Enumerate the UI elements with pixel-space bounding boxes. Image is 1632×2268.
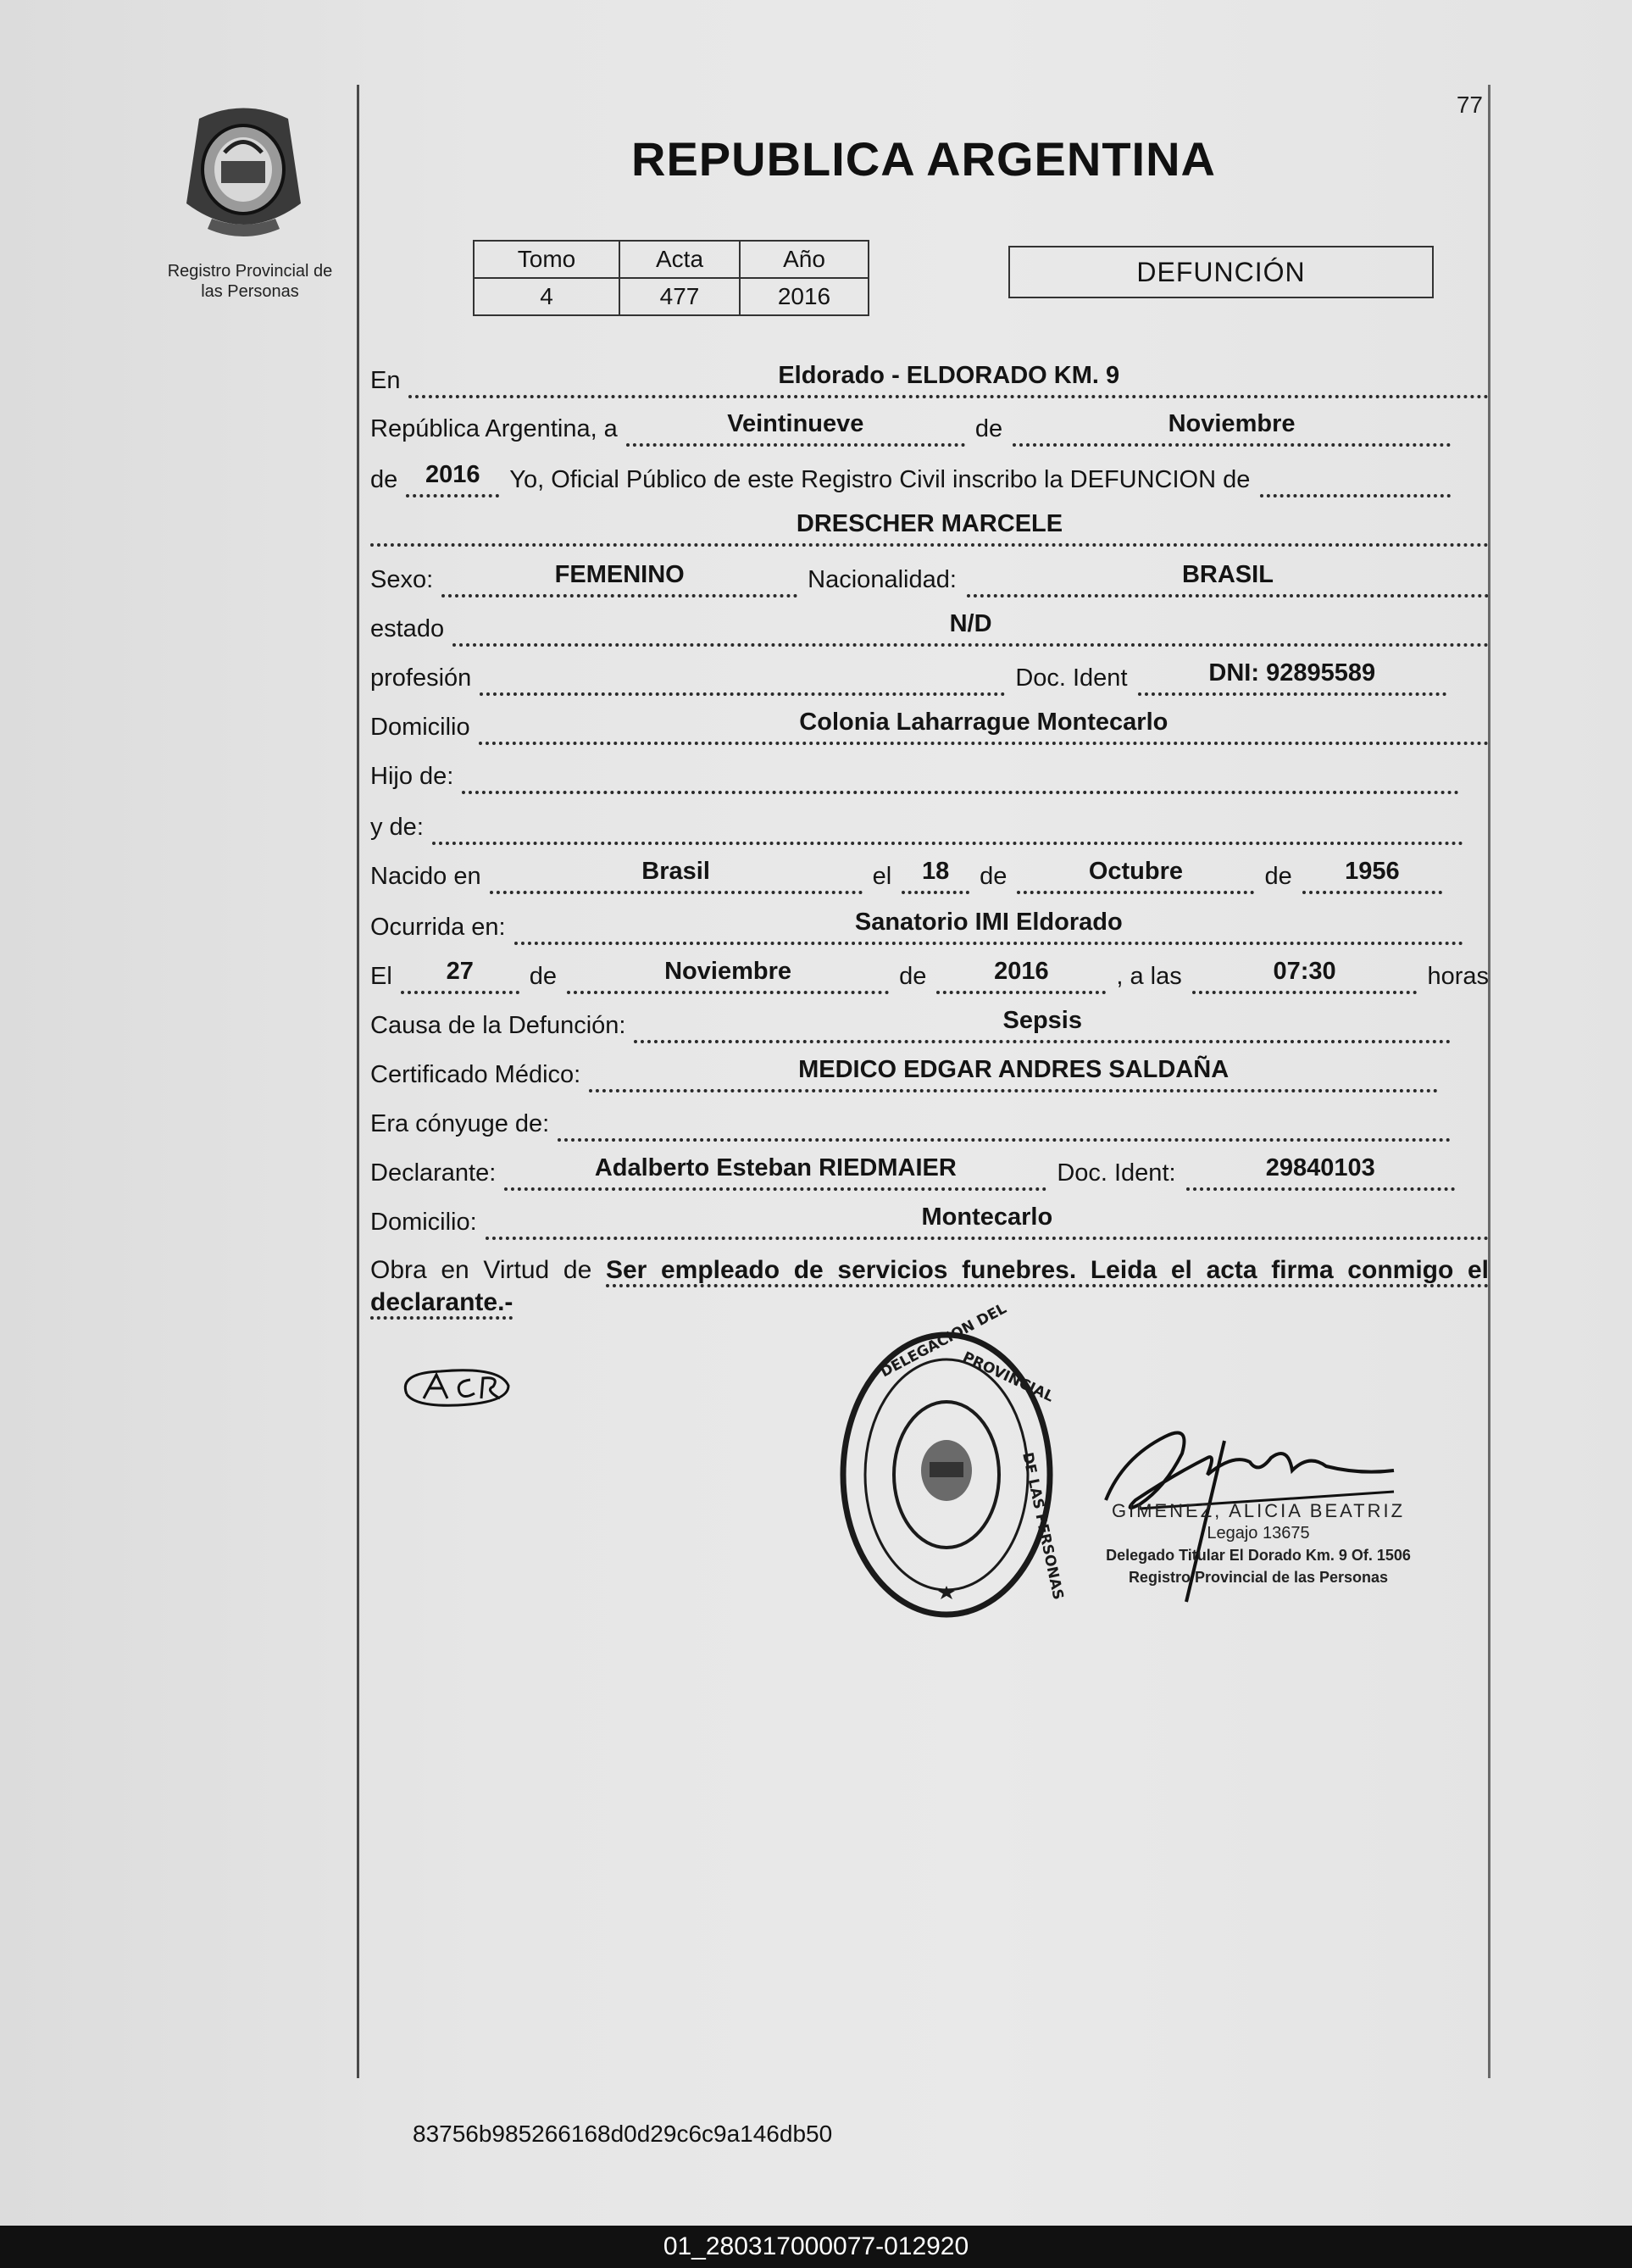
field-death-year: 2016 xyxy=(936,955,1106,994)
province-emblem-icon xyxy=(174,102,314,246)
field-year: 2016 xyxy=(406,459,499,498)
signatory-block xyxy=(1072,1500,1445,1588)
svg-text:DELEGACION DEL: DELEGACION DEL xyxy=(877,1300,1010,1381)
field-decl-domicilio: Montecarlo xyxy=(486,1201,1489,1240)
label-republica: República Argentina, a xyxy=(370,415,618,442)
label-birth-de2: de xyxy=(1264,863,1292,890)
label-causa: Causa de la Defunción: xyxy=(370,1012,626,1039)
row-death-date xyxy=(370,952,1489,994)
label-el: el xyxy=(872,863,892,890)
field-month: Noviembre xyxy=(1013,408,1451,447)
obra-en-virtud xyxy=(370,1254,1489,1319)
signatory-role: Delegado Titular El Dorado Km. 9 Of. 1506 xyxy=(1106,1547,1411,1564)
field-death-day: 27 xyxy=(401,955,519,994)
label-doc-ident: Doc. Ident xyxy=(1015,664,1128,692)
row-nacido xyxy=(370,852,1442,894)
row-profesion xyxy=(370,653,1446,696)
row-en xyxy=(370,356,1489,398)
field-ocurrida: Sanatorio IMI Eldorado xyxy=(514,906,1463,945)
row-estado xyxy=(370,604,1489,647)
field-yde xyxy=(432,806,1463,845)
field-estado: N/D xyxy=(452,608,1489,647)
field-profesion xyxy=(480,657,1005,696)
label-year-de: de xyxy=(370,466,398,493)
field-birth-year: 1956 xyxy=(1302,855,1442,894)
svg-text:PROVINCIAL: PROVINCIAL xyxy=(959,1348,1057,1406)
row-sexo xyxy=(370,555,1489,598)
label-ocurrida: Ocurrida en: xyxy=(370,914,506,941)
left-margin-rule xyxy=(357,85,359,2078)
label-declarante-doc: Doc. Ident: xyxy=(1057,1159,1176,1187)
row-decl-domicilio xyxy=(370,1198,1489,1240)
field-domicilio: Colonia Laharrague Montecarlo xyxy=(479,706,1489,745)
label-obra: Obra en Virtud de xyxy=(370,1256,592,1284)
row-hijo xyxy=(370,752,1459,794)
label-birth-de1: de xyxy=(980,863,1008,890)
label-death-el: El xyxy=(370,963,392,990)
header-tomo: Tomo xyxy=(474,241,619,278)
field-declarante: Adalberto Esteban RIEDMAIER xyxy=(504,1152,1046,1191)
declarant-initials-signature xyxy=(390,1356,525,1415)
label-death-de1: de xyxy=(529,963,558,990)
field-certificado: MEDICO EDGAR ANDRES SALDAÑA xyxy=(589,1053,1438,1092)
field-death-time: 07:30 xyxy=(1192,955,1418,994)
label-estado: estado xyxy=(370,615,445,642)
registry-label xyxy=(144,261,356,302)
label-declarante: Declarante: xyxy=(370,1159,497,1187)
field-birth-month: Octubre xyxy=(1017,855,1254,894)
field-obra: Ser empleado de servicios funebres. Leida el acta firma conmigo el declarante.- xyxy=(370,1256,1489,1320)
row-yde xyxy=(370,803,1463,845)
row-ocurrida xyxy=(370,903,1463,945)
signatory-legajo: Legajo 13675 xyxy=(1207,1524,1310,1543)
registry-label-line1: Registro Provincial de xyxy=(167,262,333,281)
label-profesion: profesión xyxy=(370,664,472,692)
field-doc-ident: DNI: 92895589 xyxy=(1138,657,1447,696)
document-hash: 83756b985266168d0d29c6c9a146db50 xyxy=(413,2121,833,2147)
field-birth-day: 18 xyxy=(902,855,969,894)
label-sexo: Sexo: xyxy=(370,566,434,593)
label-nacionalidad: Nacionalidad: xyxy=(808,566,957,593)
page-number: 77 xyxy=(1456,92,1483,118)
label-death-de2: de xyxy=(899,963,927,990)
field-place: Eldorado - ELDORADO KM. 9 xyxy=(408,359,1489,398)
record-table-value-row xyxy=(474,278,869,315)
row-causa xyxy=(370,1001,1451,1043)
field-sexo: FEMENINO xyxy=(441,559,797,598)
record-table-header-row xyxy=(474,241,869,278)
field-death-month: Noviembre xyxy=(567,955,889,994)
field-deceased-name: DRESCHER MARCELE xyxy=(370,508,1489,547)
label-oficial: Yo, Oficial Público de este Registro Civil inscribo la DEFUNCION de xyxy=(509,466,1251,493)
header-ano: Año xyxy=(740,241,869,278)
row-year xyxy=(370,455,1451,498)
svg-text:DE LAS PERSONAS: DE LAS PERSONAS xyxy=(1019,1450,1067,1602)
label-conyuge: Era cónyuge de: xyxy=(370,1110,550,1137)
field-declarante-doc: 29840103 xyxy=(1186,1152,1455,1191)
label-yde: y de: xyxy=(370,814,424,841)
label-hijo: Hijo de: xyxy=(370,763,454,790)
field-hijo xyxy=(462,755,1459,794)
label-nacido: Nacido en xyxy=(370,863,481,890)
field-birthplace: Brasil xyxy=(490,855,863,894)
label-en: En xyxy=(370,367,401,394)
value-acta: 477 xyxy=(619,278,740,315)
value-tomo: 4 xyxy=(474,278,619,315)
field-oficial-blank xyxy=(1260,459,1451,498)
row-date xyxy=(370,404,1451,447)
field-causa: Sepsis xyxy=(634,1004,1451,1043)
label-alas: , a las xyxy=(1116,963,1182,990)
label-de: de xyxy=(974,415,1003,442)
row-conyuge xyxy=(370,1099,1451,1142)
label-decl-domicilio: Domicilio: xyxy=(370,1209,477,1236)
field-nacionalidad: BRASIL xyxy=(967,559,1489,598)
label-certificado: Certificado Médico: xyxy=(370,1061,581,1088)
value-ano: 2016 xyxy=(740,278,869,315)
label-domicilio: Domicilio xyxy=(370,714,470,741)
registry-official-stamp xyxy=(835,1300,1067,1627)
header-acta: Acta xyxy=(619,241,740,278)
field-day: Veintinueve xyxy=(626,408,965,447)
record-type-box: DEFUNCIÓN xyxy=(1008,246,1434,298)
signatory-office: Registro Provincial de las Personas xyxy=(1128,1569,1389,1586)
label-horas: horas xyxy=(1427,963,1489,990)
record-number-table xyxy=(473,240,869,316)
row-deceased xyxy=(370,504,1489,547)
row-certificado xyxy=(370,1050,1438,1092)
row-declarante xyxy=(370,1148,1455,1191)
signatory-name: GIMENEZ, ALICIA BEATRIZ xyxy=(1111,1500,1406,1521)
footer-id-bar: 01_280317000077-012920 xyxy=(0,2226,1632,2268)
document-title: REPUBLICA ARGENTINA xyxy=(631,132,1216,186)
registry-label-line2: las Personas xyxy=(201,282,299,301)
row-domicilio xyxy=(370,703,1489,745)
field-conyuge xyxy=(558,1103,1451,1142)
